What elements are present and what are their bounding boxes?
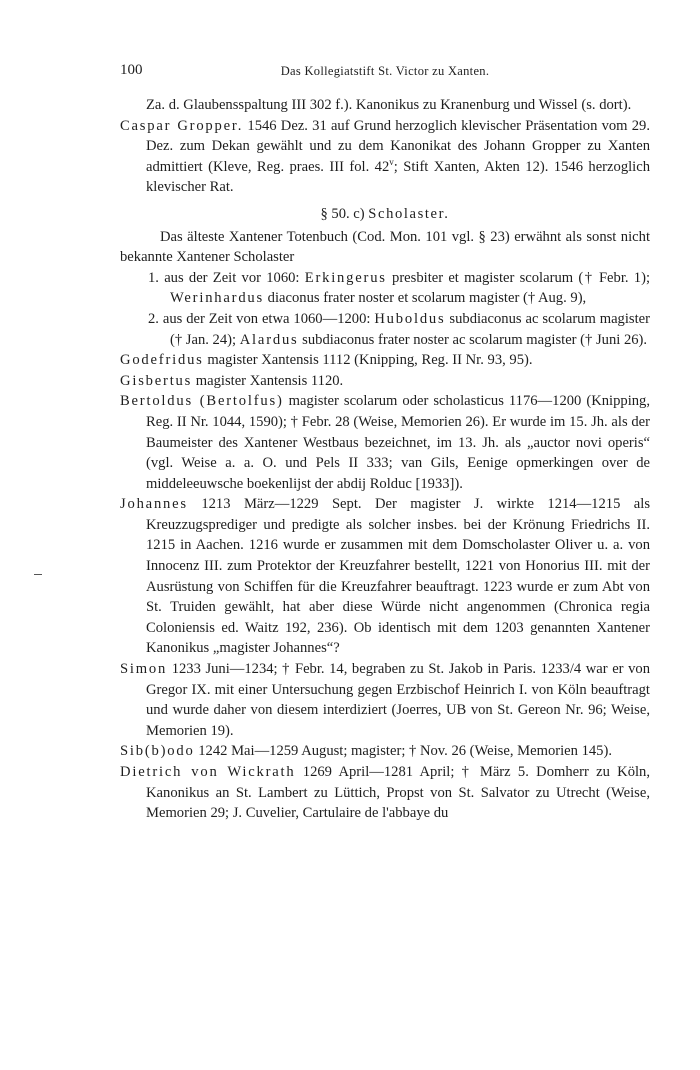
margin-mark bbox=[34, 574, 42, 575]
list-item-1 bbox=[120, 268, 650, 309]
entry-bertoldus bbox=[120, 391, 650, 494]
entry-name: Simon bbox=[120, 661, 168, 678]
page-number: 100 bbox=[120, 62, 143, 78]
person-name: Werinhardus bbox=[170, 290, 265, 307]
person-name: Huboldus bbox=[374, 310, 446, 327]
list-text: aus der Zeit von etwa 1060—1200: bbox=[162, 310, 375, 327]
person-name: Erkingerus bbox=[304, 269, 387, 286]
entry-text-2: ; Stift Xanten, Akten 12). 1546 herzoglich klevischer Rat. bbox=[146, 158, 650, 196]
entry-text: 1233 Juni—1234; † Febr. 14, begraben zu St. Jakob in Paris. 1233/4 war er von Gregor IX. mit einer Untersuchung gegen Erzbischof Heinrich I. von Köln beauftragt und wurde daher von diesem interdiziert (Joerres, UB von St. Gereon Nr. 96; Weise, Memorien 19). bbox=[146, 661, 650, 739]
list-label: 1. bbox=[148, 269, 159, 286]
entry-sibbodo bbox=[120, 741, 650, 762]
running-title: Das Kollegiatstift St. Victor zu Xanten. bbox=[280, 64, 490, 78]
entry-name: Godefridus bbox=[120, 352, 204, 369]
page-body bbox=[120, 95, 650, 824]
entry-name: Bertoldus (Bertolfus) bbox=[120, 393, 284, 410]
list-text: aus der Zeit vor 1060: bbox=[164, 269, 305, 286]
list-text: subdiaconus frater noster ac scolarum magister († Juni 26). bbox=[298, 331, 648, 348]
entry-text: 1242 Mai—1259 August; magister; † Nov. 26 (Weise, Memorien 145). bbox=[194, 743, 612, 760]
entry-text: 1269 April—1281 April; † März 5. Domherr zu Köln, Kanonikus an St. Lambert zu Lüttich, Propst von St. Salvator zu Utrecht (Weise, Memorien 29; J. Cuvelier, Cartulaire de l'abbaye du bbox=[146, 764, 651, 822]
entry-text: 1546 Dez. 31 auf Grund herzoglich klevischer Präsentation vom 29. Dez. zum Dekan gewählt und zu dem Kanonikat des Johann Gropper zu Xanten admittiert (Kleve, Reg. praes. III fol. 42 bbox=[146, 117, 650, 175]
intro-paragraph: Das älteste Xantener Totenbuch (Cod. Mon. 101 vgl. § 23) erwähnt als sonst nicht bekannte Xantener Scholaster bbox=[120, 228, 650, 266]
entry-text: magister Xantensis 1120. bbox=[192, 372, 344, 389]
entry-godefridus bbox=[120, 350, 650, 371]
entry-gisbertus bbox=[120, 371, 650, 392]
entry-name: Sib(b)odo bbox=[120, 743, 195, 760]
list-text: presbiter et magister scolarum († Febr. 1); bbox=[386, 269, 650, 286]
list-text: diaconus frater noster et scolarum magister († Aug. 9), bbox=[264, 290, 587, 307]
entry-text: Za. d. Glaubensspaltung III 302 f.). Kanonikus zu Kranenburg und Wissel (s. dort). bbox=[146, 97, 632, 113]
section-number: § 50. c) bbox=[320, 205, 365, 222]
entry-johannes bbox=[120, 494, 650, 659]
section-heading bbox=[120, 204, 650, 225]
entry-continuation bbox=[120, 95, 650, 116]
section-title: Scholaster. bbox=[368, 205, 450, 222]
entry-text: 1213 März—1229 Sept. Der magister J. wirkte 1214—1215 als Kreuzzugsprediger und predigte als solcher insbes. bei der Krönung Friedrichs II. 1215 in Aachen. 1216 wurde er zusammen mit dem Domscholaster Oliver u. a. von Innocenz III. zum Protektor der Kreuzfahrer bestellt, 1221 von Honorius III. mit der Ausrüstung von Schiffen für die Kreuzfahrer beauftragt. 1223 wurde er zum Abt von St. Truiden gewählt, hat aber diese Würde nicht angenommen (Chronica regia Coloniensis ed. Waitz 192, 236). Ob identisch mit dem 1203 genannten Xantener Kanonikus „magister Johannes“? bbox=[146, 496, 650, 657]
entry-text: magister scolarum oder scholasticus 1176—1200 (Knipping, Reg. II Nr. 1044, 1590); † Febr. 28 (Weise, Memorien 26). Er wurde im 15. Jh. als der Baumeister des Xantener Westbaus bezeichnet, im 13. Jh. als „auctor novi operis“ (vgl. Weise a. a. O. und Pels II 333; van Gils, Eenige opmerkingen over de middeleeuwsche boekenlijst der abdij Rolduc [1933]). bbox=[146, 393, 650, 492]
list-item-2 bbox=[120, 309, 650, 350]
list-text: subdiaconus ac scolarum magister († Jan. 24); bbox=[170, 310, 650, 348]
page-header bbox=[120, 62, 650, 82]
entry-caspar-gropper bbox=[120, 116, 650, 198]
superscript: v bbox=[389, 156, 394, 167]
entry-name: Gisbertus bbox=[120, 372, 193, 389]
person-name: Alardus bbox=[239, 331, 299, 348]
entry-text: magister Xantensis 1112 (Knipping, Reg. II Nr. 93, 95). bbox=[203, 352, 533, 369]
list-label: 2. bbox=[148, 310, 159, 327]
entry-name: Caspar Gropper. bbox=[120, 117, 244, 134]
entry-simon bbox=[120, 659, 650, 741]
entry-name: Johannes bbox=[120, 496, 188, 513]
entry-name: Dietrich von Wickrath bbox=[120, 764, 296, 780]
entry-dietrich-von-wickrath bbox=[120, 762, 650, 824]
